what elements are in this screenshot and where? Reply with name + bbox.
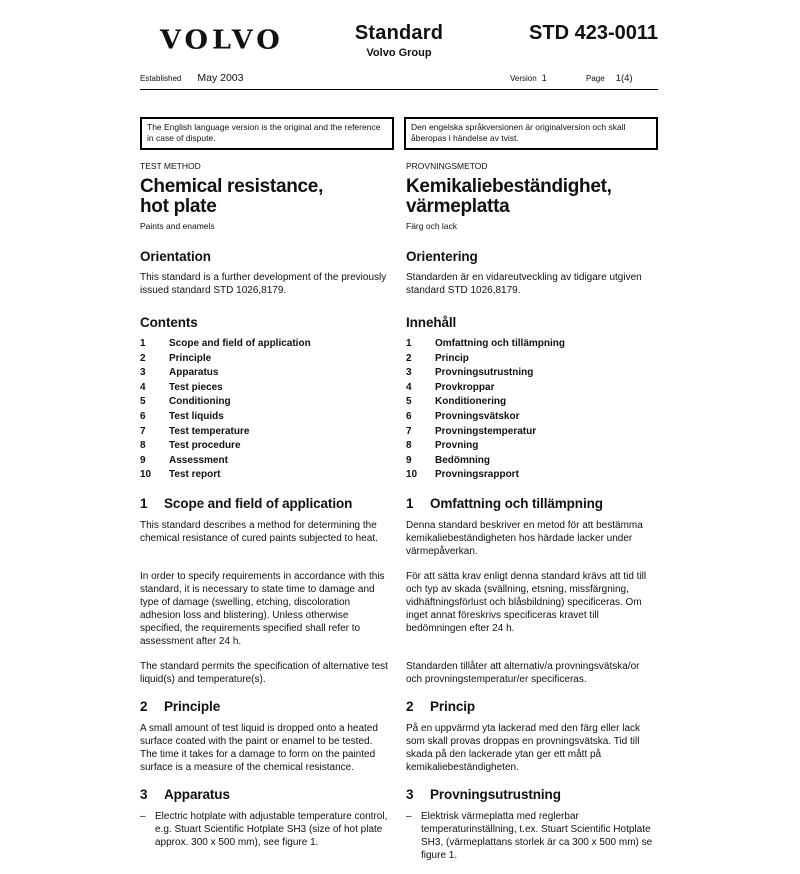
toc-label: Test temperature <box>169 425 250 437</box>
version-label: Version <box>510 74 537 83</box>
page-label: Page <box>586 74 605 83</box>
orientation-heading-en: Orientation <box>140 249 211 264</box>
toc-number: 2 <box>406 352 412 364</box>
toc-label: Conditioning <box>169 396 231 408</box>
toc-number: 10 <box>406 469 418 481</box>
toc-label: Principle <box>169 352 212 364</box>
toc-number: 10 <box>140 469 152 481</box>
established-label: Established <box>140 74 182 83</box>
paragraph: Standarden tillåter att alternativ/a provningsvätska/or och provningstemperatur/er specificeras. <box>406 660 640 685</box>
notice-box-english: The English language version is the original and the reference in case of dispute. <box>140 117 394 150</box>
toc-number: 3 <box>140 367 146 379</box>
toc-row <box>406 439 658 454</box>
apparatus-bullet-en <box>140 810 392 861</box>
toc-label: Assessment <box>169 454 228 466</box>
toc-label: Konditionering <box>435 396 507 408</box>
column-english <box>140 156 392 874</box>
established-value: May 2003 <box>197 72 244 84</box>
page-group <box>586 73 658 84</box>
section-number: 3 <box>406 786 414 802</box>
toc-number: 6 <box>140 410 146 422</box>
toc-number: 3 <box>406 367 412 379</box>
section-number: 1 <box>406 495 414 511</box>
toc-row <box>140 425 392 440</box>
bullet-text: Electric hotplate with adjustable temperature control, e.g. Stuart Scientific Hotplate SH3 (size of hot plate approx. 300 x 500 mm), see figure 1. <box>155 810 388 848</box>
toc-row <box>406 337 658 352</box>
toc-number: 6 <box>406 410 412 422</box>
column-swedish <box>406 156 658 874</box>
toc-row <box>140 468 392 483</box>
contents-list-sv <box>406 337 658 483</box>
document-title-sv <box>406 177 658 217</box>
document-title-en <box>140 177 392 217</box>
toc-row <box>140 439 392 454</box>
toc-number: 7 <box>406 425 412 437</box>
paragraph: För att sätta krav enligt denna standard krävs att tid till och typ av skada (svällning, etsning, missfärgning, vidhäftningsförlust och blåsbildning) specificeras. Om inget annat föreskrivs specificeras kravet till bedömningen efter 24 h. <box>406 570 647 634</box>
toc-row <box>406 425 658 440</box>
paragraph: The standard permits the specification of alternative test liquid(s) and temperature(s). <box>140 660 388 685</box>
contents-heading-sv: Innehåll <box>406 315 457 330</box>
header-center <box>355 22 443 59</box>
title-line2-en: hot plate <box>140 196 217 217</box>
toc-number: 8 <box>140 440 146 452</box>
toc-row <box>140 410 392 425</box>
std-number: STD 423-0011 <box>529 22 658 44</box>
section-title: Apparatus <box>164 786 230 802</box>
section-heading-en-1 <box>140 496 392 511</box>
toc-number: 7 <box>140 425 146 437</box>
content-columns <box>140 156 658 874</box>
paragraph: This standard describes a method for determining the chemical resistance of cured paints subjected to heat. <box>140 519 378 544</box>
toc-label: Provning <box>435 440 479 452</box>
orientation-heading-sv: Orientering <box>406 249 478 264</box>
document-page <box>140 0 658 874</box>
toc-label: Provningsrapport <box>435 469 519 481</box>
title-line2-sv: värmeplatta <box>406 196 510 217</box>
method-label-en: TEST METHOD <box>140 161 201 171</box>
section-title: Scope and field of application <box>164 495 353 511</box>
method-label-sv: PROVNINGSMETOD <box>406 161 488 171</box>
section-title: Provningsutrustning <box>430 786 561 802</box>
toc-row <box>140 352 392 367</box>
toc-number: 2 <box>140 352 146 364</box>
dash-bullet-marker: – <box>406 810 412 822</box>
toc-row <box>140 395 392 410</box>
toc-number: 1 <box>406 338 412 349</box>
toc-label: Test liquids <box>169 410 224 422</box>
contents-list-en <box>140 337 392 483</box>
toc-number: 9 <box>406 454 412 466</box>
toc-row <box>140 337 392 352</box>
paragraph: A small amount of test liquid is dropped onto a heated surface coated with the paint or enamel to be tested. The time it takes for a damage to form on the painted surface is a measure of the chemical resistance. <box>140 722 378 773</box>
orientation-text-en: This standard is a further development of the previously issued standard STD 1026,8179. <box>140 272 387 296</box>
toc-number: 4 <box>406 381 412 393</box>
toc-label: Provningsvätskor <box>435 410 520 422</box>
section-number: 2 <box>406 698 414 714</box>
toc-row <box>406 468 658 483</box>
section-number: 2 <box>140 698 148 714</box>
section-title: Principle <box>164 698 221 714</box>
toc-label: Test procedure <box>169 440 241 452</box>
page-value: 1(4) <box>615 73 633 84</box>
toc-row <box>406 352 658 367</box>
toc-row <box>406 410 658 425</box>
section-number: 1 <box>140 495 148 511</box>
toc-label: Provningsutrustning <box>435 367 534 379</box>
title-line1-en: Chemical resistance, <box>140 176 324 197</box>
contents-heading-en: Contents <box>140 315 198 330</box>
toc-number: 8 <box>406 440 412 452</box>
toc-number: 9 <box>140 454 146 466</box>
subtitle-sv: Färg och lack <box>406 221 458 231</box>
paragraph: In order to specify requirements in accordance with this standard, it is necessary to state time to damage and type of damage (swelling, etching, discoloration adhesion loss and blistering). Unless otherwise specified, the requirements specified shall refer to assessment after 24 h. <box>140 570 385 647</box>
toc-label: Test report <box>169 469 221 481</box>
toc-number: 1 <box>140 338 146 349</box>
toc-row <box>140 366 392 381</box>
paragraph: Denna standard beskriver en metod för att bestämma kemikaliebeständigheten hos härdade lacker under värmepåverkan. <box>406 519 643 557</box>
toc-label: Provkroppar <box>435 381 495 393</box>
toc-number: 4 <box>140 381 146 393</box>
notice-box-swedish: Den engelska språkversionen är originalversion och skall åberopas i händelse av tvist. <box>404 117 658 150</box>
orientation-text-sv: Standarden är en vidareutveckling av tidigare utgiven standard STD 1026,8179. <box>406 272 642 296</box>
header-meta-row <box>140 72 658 84</box>
section-heading-en-2 <box>140 699 392 714</box>
notice-row <box>140 117 658 150</box>
section-title: Omfattning och tillämpning <box>430 495 603 511</box>
version-value: 1 <box>541 73 547 83</box>
toc-label: Scope and field of application <box>169 338 311 349</box>
document-header <box>140 22 658 90</box>
toc-number: 5 <box>140 396 146 408</box>
section-heading-sv-1 <box>406 496 658 511</box>
section-title: Princip <box>430 698 476 714</box>
toc-label: Bedömning <box>435 454 490 466</box>
bullet-text: Elektrisk värmeplatta med reglerbar temperaturinställning, t.ex. Stuart Scientific Hotplate SH3, (värmeplattans storlek är ca 300 x 500 mm) se figure 1. <box>421 810 653 861</box>
apparatus-bullet-sv <box>406 810 658 874</box>
org-name: Volvo Group <box>366 47 432 59</box>
toc-label: Apparatus <box>169 367 219 379</box>
toc-label: Princip <box>435 352 469 364</box>
subtitle-en: Paints and enamels <box>140 221 215 231</box>
toc-label: Omfattning och tillämpning <box>435 338 565 349</box>
toc-label: Provningstemperatur <box>435 425 537 437</box>
section-number: 3 <box>140 786 148 802</box>
toc-row <box>406 381 658 396</box>
toc-row <box>140 381 392 396</box>
dash-bullet-marker: – <box>140 810 146 822</box>
toc-row <box>406 454 658 469</box>
toc-number: 5 <box>406 396 412 408</box>
toc-row <box>140 454 392 469</box>
paragraph: På en uppvärmd yta lackerad med den färg eller lack som skall provas droppas en provningsvätska. Tid till skada på den lackerade ytan ger ett mått på kemikaliebeständigheten. <box>406 722 641 773</box>
toc-row <box>406 395 658 410</box>
toc-row <box>406 366 658 381</box>
doc-type-label: Standard <box>354 22 444 44</box>
toc-label: Test pieces <box>169 381 223 393</box>
volvo-logo: VOLVO <box>160 25 284 56</box>
version-group <box>510 73 586 83</box>
title-line1-sv: Kemikaliebeständighet, <box>406 176 612 197</box>
section-heading-sv-2 <box>406 699 658 714</box>
header-rule <box>140 89 658 90</box>
